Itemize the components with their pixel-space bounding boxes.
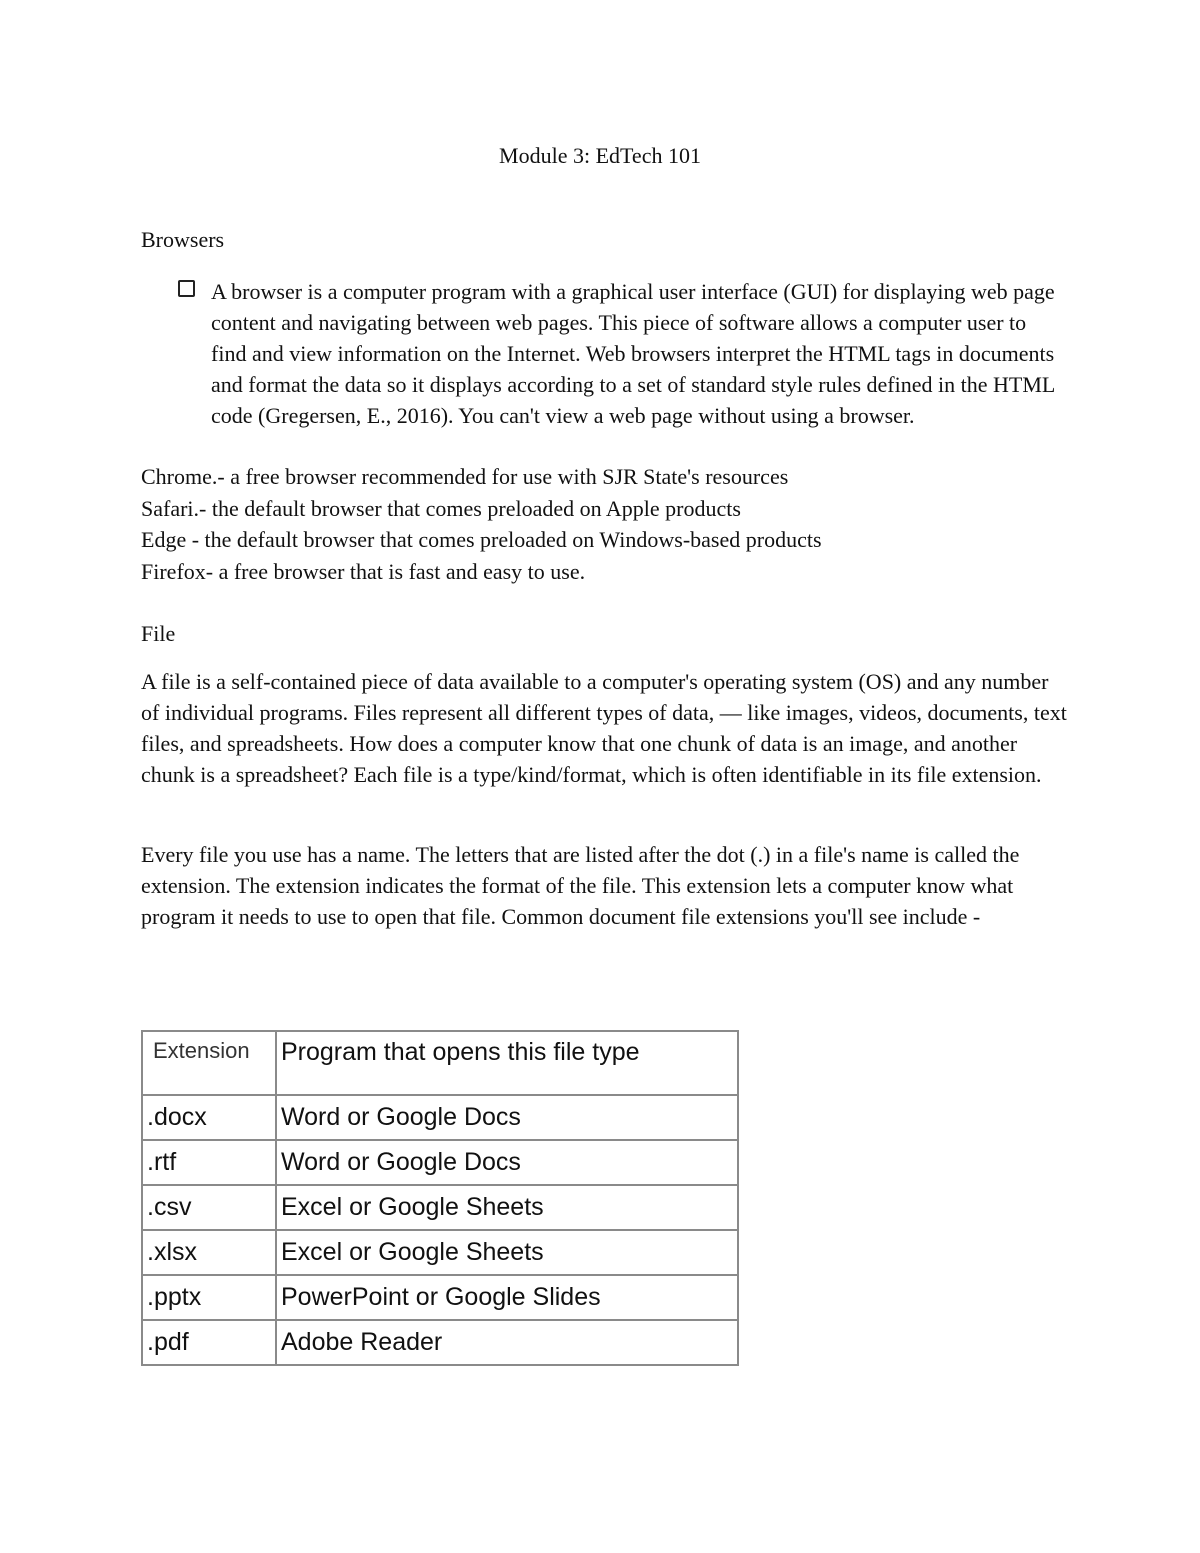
file-paragraph-1: A file is a self-contained piece of data available to a computer's operating system (OS) and any number of individual programs. Files represent all different types of data, — like images, videos, documents, text files, and spreadsheets. How does a computer know that one chunk of data is an image, and another chunk is a spreadsheet? Each file is a type/kind/format, which is often identifiable in its file extension. (141, 669, 1067, 787)
table-header-row (142, 1031, 738, 1095)
table-cell-extension: .docx (142, 1095, 276, 1140)
table-cell-program: PowerPoint or Google Slides (276, 1275, 738, 1320)
browsers-heading: Browsers (141, 227, 225, 252)
table-cell-extension: .csv (142, 1185, 276, 1230)
table-row (142, 1275, 738, 1320)
table-cell-extension: .pptx (142, 1275, 276, 1320)
browser-list (141, 461, 1101, 587)
table-cell-extension: .xlsx (142, 1230, 276, 1275)
table-cell-extension: .pdf (142, 1320, 276, 1365)
page-title: Module 3: EdTech 101 (499, 143, 701, 168)
file-extension-table (141, 1030, 739, 1366)
file-heading: File (141, 621, 176, 646)
browser-item-edge: Edge - the default browser that comes preloaded on Windows-based products (141, 527, 822, 552)
table-row (142, 1095, 738, 1140)
table-row (142, 1320, 738, 1365)
file-paragraph-2: Every file you use has a name. The letters that are listed after the dot (.) in a file's name is called the extension. The extension indicates the format of the file. This extension lets a computer know what program it needs to use to open that file. Common document file extensions you'll see include - (141, 842, 1020, 929)
table-cell-program: Word or Google Docs (276, 1095, 738, 1140)
table-cell-program: Excel or Google Sheets (276, 1230, 738, 1275)
browser-item-firefox: Firefox- a free browser that is fast and easy to use. (141, 558, 586, 584)
table-cell-extension: .rtf (142, 1140, 276, 1185)
table-header-extension: Extension (142, 1031, 276, 1095)
table-row (142, 1185, 738, 1230)
table-cell-program: Excel or Google Sheets (276, 1185, 738, 1230)
checkbox-bullet-icon (178, 280, 195, 297)
table-row (142, 1140, 738, 1185)
table-header-program: Program that opens this file type (276, 1031, 738, 1095)
browser-item-chrome: Chrome.- a free browser recommended for use with SJR State's resources (141, 464, 789, 489)
table-cell-program: Word or Google Docs (276, 1140, 738, 1185)
browser-definition-text: A browser is a computer program with a graphical user interface (GUI) for displaying web page content and navigating between web pages. This piece of software allows a computer user to find and view information on the Internet. Web browsers interpret the HTML tags in documents and format the data so it displays according to a set of standard style rules defined in the HTML code (Gregersen, E., 2016). You can't view a web page without using a browser. (211, 279, 1055, 428)
table-row (142, 1230, 738, 1275)
browser-item-safari: Safari.- the default browser that comes preloaded on Apple products (141, 495, 741, 521)
table-cell-program: Adobe Reader (276, 1320, 738, 1365)
